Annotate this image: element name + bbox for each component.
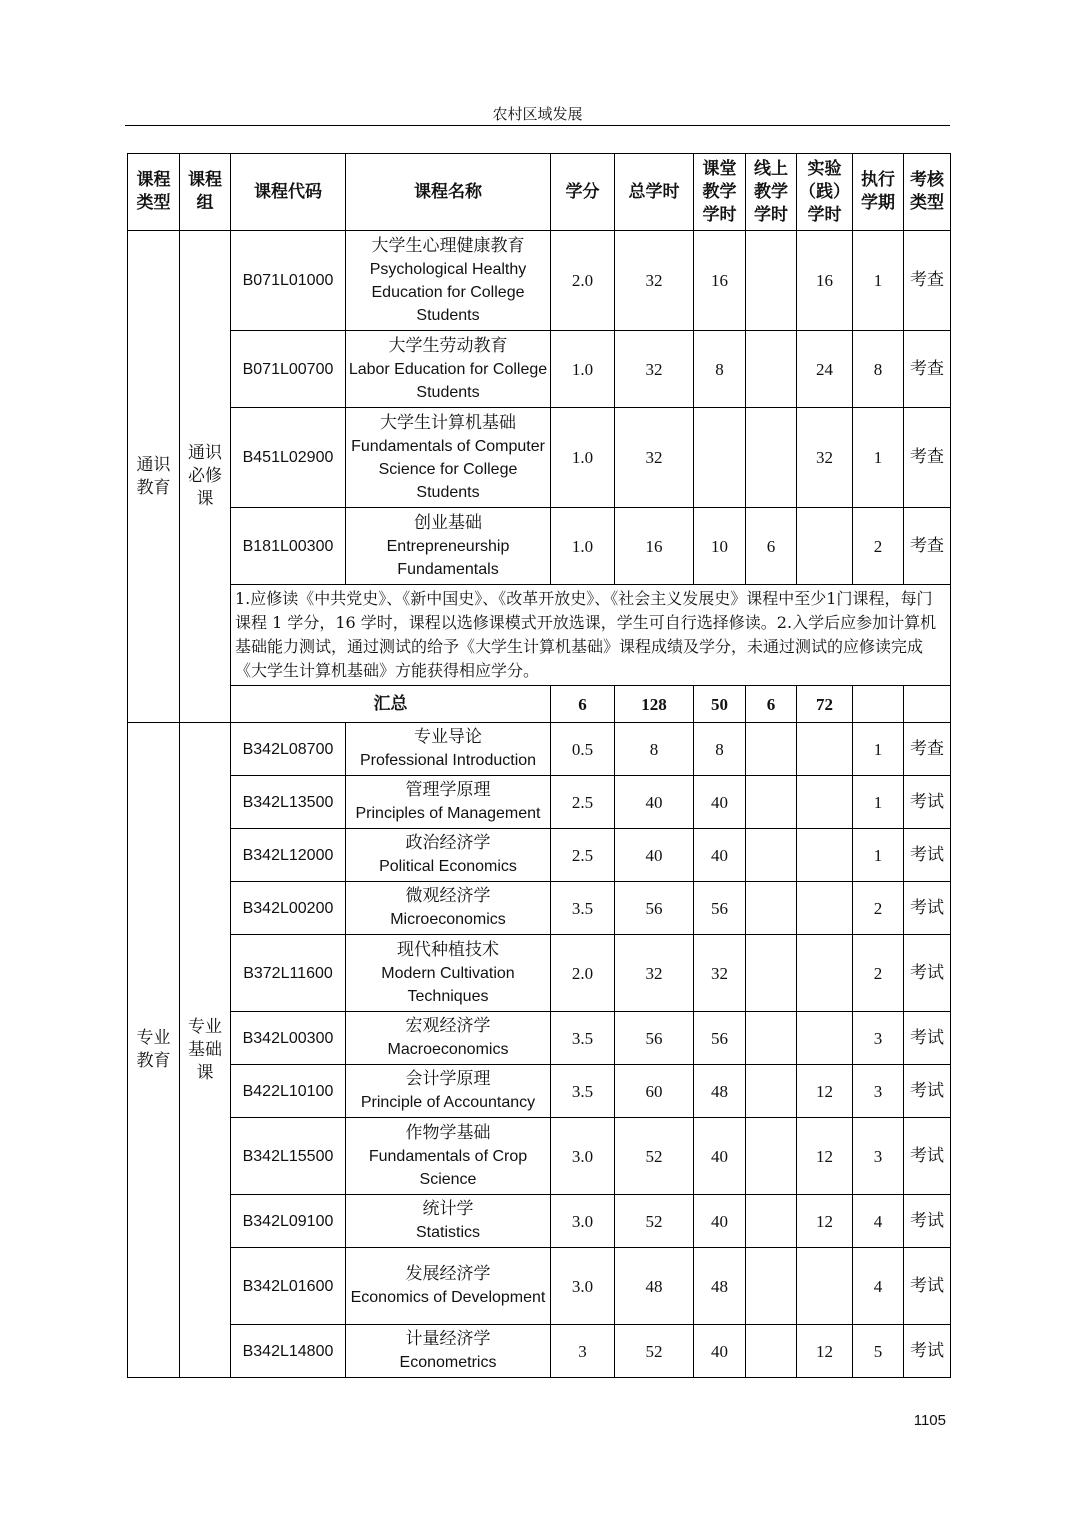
class-hours-cell: 56 [694,882,746,935]
credit-cell: 2.0 [551,935,615,1012]
course-name-zh: 大学生劳动教育 [388,335,508,356]
total-credit: 6 [551,686,615,723]
lab-hours-cell [797,508,853,585]
total-hours-cell: 16 [615,508,694,585]
total-hours-cell: 52 [615,1118,694,1195]
course-name-en: Microeconomics [390,911,506,928]
course-name-cell [346,1195,551,1248]
course-group-cell: 专业基础课 [180,723,231,1378]
note-row [128,585,951,686]
class-hours-cell [694,408,746,508]
lab-hours-cell [797,829,853,882]
table-row [128,1065,951,1118]
online-hours-cell: 6 [746,508,797,585]
col-header [694,154,746,231]
total-term [853,686,904,723]
course-name-cell [346,1065,551,1118]
running-header: 农村区域发展 [492,105,583,123]
online-hours-cell [746,723,797,776]
total-hours-cell: 32 [615,935,694,1012]
class-hours-cell: 40 [694,1118,746,1195]
class-hours-cell: 8 [694,331,746,408]
online-hours-cell [746,1325,797,1378]
credit-cell: 2.0 [551,231,615,331]
course-name-cell [346,935,551,1012]
course-code: B451L02900 [231,408,346,508]
col-header [180,154,231,231]
online-hours-cell [746,1065,797,1118]
course-name-cell [346,723,551,776]
total-exam [904,686,951,723]
table-row [128,508,951,585]
course-name-en: Labor Education for College Students [348,360,548,401]
course-code: B342L01600 [231,1248,346,1325]
course-code: B342L13500 [231,776,346,829]
lab-hours-cell [797,935,853,1012]
lab-hours-cell [797,723,853,776]
exam-type-cell: 考试 [904,776,951,829]
col-header [904,154,951,231]
course-name-cell [346,1012,551,1065]
credit-cell: 1.0 [551,331,615,408]
total-hours-cell: 40 [615,776,694,829]
curriculum-table [127,153,951,1378]
course-name-zh: 会计学原理 [405,1069,491,1089]
term-cell: 1 [853,231,904,331]
exam-type-cell: 考查 [904,331,951,408]
course-type-cell: 通识教育 [128,231,180,723]
col-header [346,154,551,231]
total-hours-cell: 32 [615,231,694,331]
table-row [128,1012,951,1065]
exam-type-cell: 考试 [904,1118,951,1195]
total-row [128,686,951,723]
header-text: 执行学期 [861,170,895,213]
course-type-cell: 专业教育 [128,723,180,1378]
course-name-cell [346,829,551,882]
class-hours-cell: 40 [694,829,746,882]
header-text: 实验（践）学时 [799,158,850,225]
course-code: B342L08700 [231,723,346,776]
course-name-en: Economics of Development [350,1289,546,1306]
table-row [128,723,951,776]
header-row [128,154,951,231]
total-hours-cell: 60 [615,1065,694,1118]
table-row [128,1118,951,1195]
course-code: B342L15500 [231,1118,346,1195]
total-hours-cell: 48 [615,1248,694,1325]
term-cell: 3 [853,1012,904,1065]
table-row [128,776,951,829]
course-name-cell [346,508,551,585]
course-name-en: Principle of Accountancy [360,1094,536,1111]
course-name-zh: 政治经济学 [405,833,491,853]
lab-hours-cell [797,776,853,829]
exam-type-cell: 考试 [904,1195,951,1248]
credit-cell: 1.0 [551,508,615,585]
term-cell: 2 [853,508,904,585]
course-name-cell [346,408,551,508]
lab-hours-cell [797,1248,853,1325]
class-hours-cell: 48 [694,1065,746,1118]
lab-hours-cell: 24 [797,331,853,408]
online-hours-cell [746,829,797,882]
class-hours-cell: 32 [694,935,746,1012]
online-hours-cell [746,1118,797,1195]
class-hours-cell: 40 [694,776,746,829]
total-lab-hours: 72 [797,686,853,723]
term-cell: 4 [853,1195,904,1248]
online-hours-cell [746,882,797,935]
exam-type-cell: 考试 [904,1248,951,1325]
col-header [615,154,694,231]
course-name-en: Fundamentals of Computer Science for College Students [351,437,545,501]
header-text: 课程名称 [414,181,482,202]
header-text: 课程代码 [254,181,322,202]
course-name-en: Econometrics [399,1354,497,1371]
online-hours-cell [746,408,797,508]
course-code: B071L01000 [231,231,346,331]
online-hours-cell [746,1012,797,1065]
header-text: 考核类型 [910,170,944,213]
course-name-cell [346,1325,551,1378]
table-row [128,829,951,882]
total-hours-cell: 52 [615,1195,694,1248]
course-name-en: Fundamentals of Crop Science [368,1147,528,1188]
class-hours-cell: 40 [694,1195,746,1248]
course-name-zh: 大学生计算机基础 [380,412,516,433]
course-name-en: Entrepreneurship Fundamentals [386,537,510,578]
term-cell: 1 [853,829,904,882]
page-number: 1105 [913,1412,946,1429]
course-name-en: Political Economics [379,858,517,875]
credit-cell: 3.5 [551,1065,615,1118]
course-name-zh: 发展经济学 [405,1264,491,1284]
table-row [128,1325,951,1378]
course-code: B342L09100 [231,1195,346,1248]
term-cell: 8 [853,331,904,408]
credit-cell: 3.5 [551,1012,615,1065]
course-name-cell [346,331,551,408]
credit-cell: 2.5 [551,776,615,829]
course-code: B342L00300 [231,1012,346,1065]
exam-type-cell: 考试 [904,882,951,935]
class-hours-cell: 48 [694,1248,746,1325]
exam-type-cell: 考试 [904,935,951,1012]
credit-cell: 3.0 [551,1118,615,1195]
course-name-cell [346,231,551,331]
exam-type-cell: 考查 [904,408,951,508]
course-name-en: Principles of Management [355,805,541,822]
course-name-cell [346,882,551,935]
course-name-cell [346,1248,551,1325]
total-hours-cell: 32 [615,408,694,508]
total-hours-cell: 56 [615,1012,694,1065]
col-header [746,154,797,231]
header-text: 总学时 [628,181,680,202]
course-name-zh: 大学生心理健康教育 [371,235,525,256]
course-name-zh: 专业导论 [414,727,482,747]
online-hours-cell [746,1248,797,1325]
term-cell: 3 [853,1118,904,1195]
table-row [128,882,951,935]
course-name-zh: 计量经济学 [405,1329,491,1349]
term-cell: 4 [853,1248,904,1325]
exam-type-cell: 考查 [904,508,951,585]
class-hours-cell: 10 [694,508,746,585]
course-name-zh: 现代种植技术 [397,939,499,960]
exam-type-cell: 考查 [904,231,951,331]
online-hours-cell [746,935,797,1012]
total-label: 汇总 [231,686,551,723]
total-hours: 128 [615,686,694,723]
credit-cell: 3.5 [551,882,615,935]
term-cell: 3 [853,1065,904,1118]
course-code: B342L00200 [231,882,346,935]
col-header [128,154,180,231]
credit-cell: 1.0 [551,408,615,508]
online-hours-cell [746,1195,797,1248]
total-hours-cell: 40 [615,829,694,882]
total-hours-cell: 56 [615,882,694,935]
course-name-zh: 统计学 [422,1199,474,1219]
header-rule [125,125,950,126]
course-code: B181L00300 [231,508,346,585]
term-cell: 1 [853,723,904,776]
course-name-en: Macroeconomics [387,1041,509,1058]
exam-type-cell: 考试 [904,829,951,882]
course-code: B422L10100 [231,1065,346,1118]
col-header [231,154,346,231]
exam-type-cell: 考查 [904,723,951,776]
course-group-cell: 通识必修课 [180,231,231,723]
credit-cell: 3.0 [551,1248,615,1325]
col-header [797,154,853,231]
total-hours-cell: 52 [615,1325,694,1378]
col-header [551,154,615,231]
course-name-zh: 管理学原理 [405,780,491,800]
course-name-zh: 创业基础 [414,512,482,533]
course-name-zh: 作物学基础 [405,1122,491,1143]
course-code: B342L12000 [231,829,346,882]
credit-cell: 0.5 [551,723,615,776]
online-hours-cell [746,231,797,331]
header-text: 线上教学学时 [754,158,788,225]
total-online-hours: 6 [746,686,797,723]
course-name-zh: 宏观经济学 [405,1016,491,1036]
table-row [128,1248,951,1325]
course-name-en: Modern Cultivation Techniques [381,964,515,1005]
total-hours-cell: 32 [615,331,694,408]
table-row [128,408,951,508]
term-cell: 5 [853,1325,904,1378]
table-row [128,935,951,1012]
table-row [128,331,951,408]
note-cell: 1.应修读《中共党史》、《新中国史》、《改革开放史》、《社会主义发展史》课程中至少1门课程，每门课程 1 学分，16 学时，课程以选修课模式开放选课，学生可自行选择修读。2.入学后应参加计算机基础能力测试，通过测试的给予《大学生计算机基础》课程成绩及学分，未通过测试的应修读完成《大学生计算机基础》方能获得相应学分。 [231,585,951,686]
term-cell: 1 [853,408,904,508]
class-hours-cell: 8 [694,723,746,776]
course-code: B071L00700 [231,331,346,408]
header-text: 课程类型 [136,170,171,213]
online-hours-cell [746,776,797,829]
lab-hours-cell: 12 [797,1065,853,1118]
course-name-zh: 微观经济学 [405,886,491,906]
total-class-hours: 50 [694,686,746,723]
col-header [853,154,904,231]
class-hours-cell: 16 [694,231,746,331]
term-cell: 2 [853,882,904,935]
online-hours-cell [746,331,797,408]
course-code: B342L14800 [231,1325,346,1378]
total-hours-cell: 8 [615,723,694,776]
exam-type-cell: 考试 [904,1325,951,1378]
credit-cell: 2.5 [551,829,615,882]
term-cell: 2 [853,935,904,1012]
exam-type-cell: 考试 [904,1012,951,1065]
class-hours-cell: 40 [694,1325,746,1378]
lab-hours-cell: 12 [797,1325,853,1378]
course-name-cell [346,1118,551,1195]
course-name-en: Statistics [415,1224,480,1241]
exam-type-cell: 考试 [904,1065,951,1118]
class-hours-cell: 56 [694,1012,746,1065]
table-row [128,231,951,331]
credit-cell: 3 [551,1325,615,1378]
lab-hours-cell [797,882,853,935]
term-cell: 1 [853,776,904,829]
course-code: B372L11600 [231,935,346,1012]
table-row [128,1195,951,1248]
lab-hours-cell [797,1012,853,1065]
lab-hours-cell: 16 [797,231,853,331]
lab-hours-cell: 32 [797,408,853,508]
lab-hours-cell: 12 [797,1118,853,1195]
credit-cell: 3.0 [551,1195,615,1248]
header-text: 课程组 [188,170,222,213]
lab-hours-cell: 12 [797,1195,853,1248]
course-name-en: Professional Introduction [359,752,537,769]
course-name-en: Psychological Healthy Education for College Students [369,260,527,324]
course-name-cell [346,776,551,829]
header-text: 课堂教学学时 [702,158,737,225]
header-text: 学分 [565,181,600,202]
